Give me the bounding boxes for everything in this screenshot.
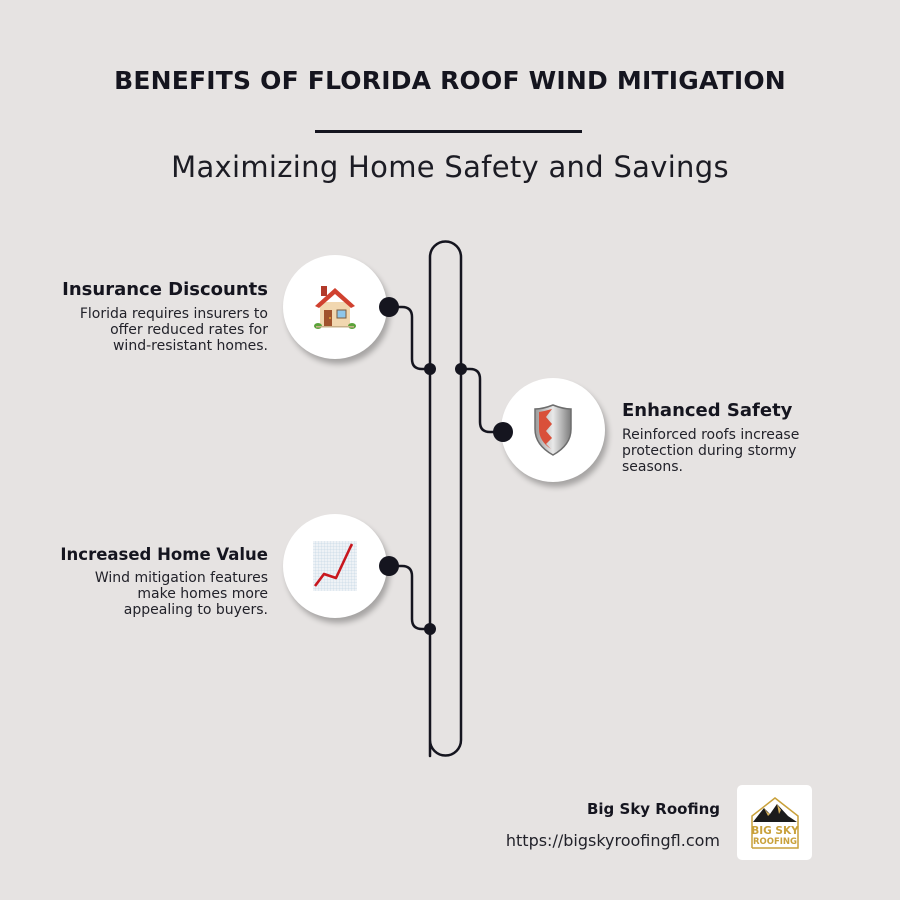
page-title: BENEFITS OF FLORIDA ROOF WIND MITIGATION bbox=[114, 66, 786, 95]
benefit-description: Wind mitigation features make homes more appealing to buyers. bbox=[94, 570, 268, 618]
benefit-increased-home-value bbox=[20, 545, 268, 618]
svg-text:ROOFING: ROOFING bbox=[752, 836, 797, 847]
shield-icon bbox=[531, 403, 575, 457]
benefit-title: Insurance Discounts bbox=[62, 279, 268, 300]
central-track bbox=[430, 241, 461, 756]
benefit-insurance-discounts bbox=[30, 279, 268, 354]
icon-circle-safety bbox=[501, 378, 605, 482]
page-subtitle: Maximizing Home Safety and Savings bbox=[171, 150, 729, 184]
company-logo bbox=[737, 785, 812, 860]
benefit-enhanced-safety bbox=[622, 400, 862, 475]
icon-circle-home-value bbox=[283, 514, 387, 618]
junction-dot bbox=[424, 623, 436, 635]
company-url[interactable]: https://bigskyroofingfl.com bbox=[505, 831, 720, 850]
icon-circle-insurance bbox=[283, 255, 387, 359]
mountain-logo-icon bbox=[744, 792, 806, 854]
junction-dot bbox=[455, 363, 467, 375]
connector-node-insurance bbox=[378, 296, 400, 318]
benefit-description: Florida requires insurers to offer reduced rates for wind-resistant homes. bbox=[79, 306, 268, 354]
svg-text:BIG SKY: BIG SKY bbox=[750, 824, 799, 837]
chart-increasing-icon bbox=[312, 540, 358, 592]
company-name: Big Sky Roofing bbox=[586, 800, 720, 818]
house-icon bbox=[310, 282, 360, 332]
connector-node-safety bbox=[492, 421, 514, 443]
junction-dot bbox=[424, 363, 436, 375]
benefit-description: Reinforced roofs increase protection during stormy seasons. bbox=[622, 427, 800, 475]
benefit-title: Enhanced Safety bbox=[622, 400, 793, 421]
benefit-title: Increased Home Value bbox=[60, 545, 268, 564]
connector-node-home-value bbox=[378, 555, 400, 577]
